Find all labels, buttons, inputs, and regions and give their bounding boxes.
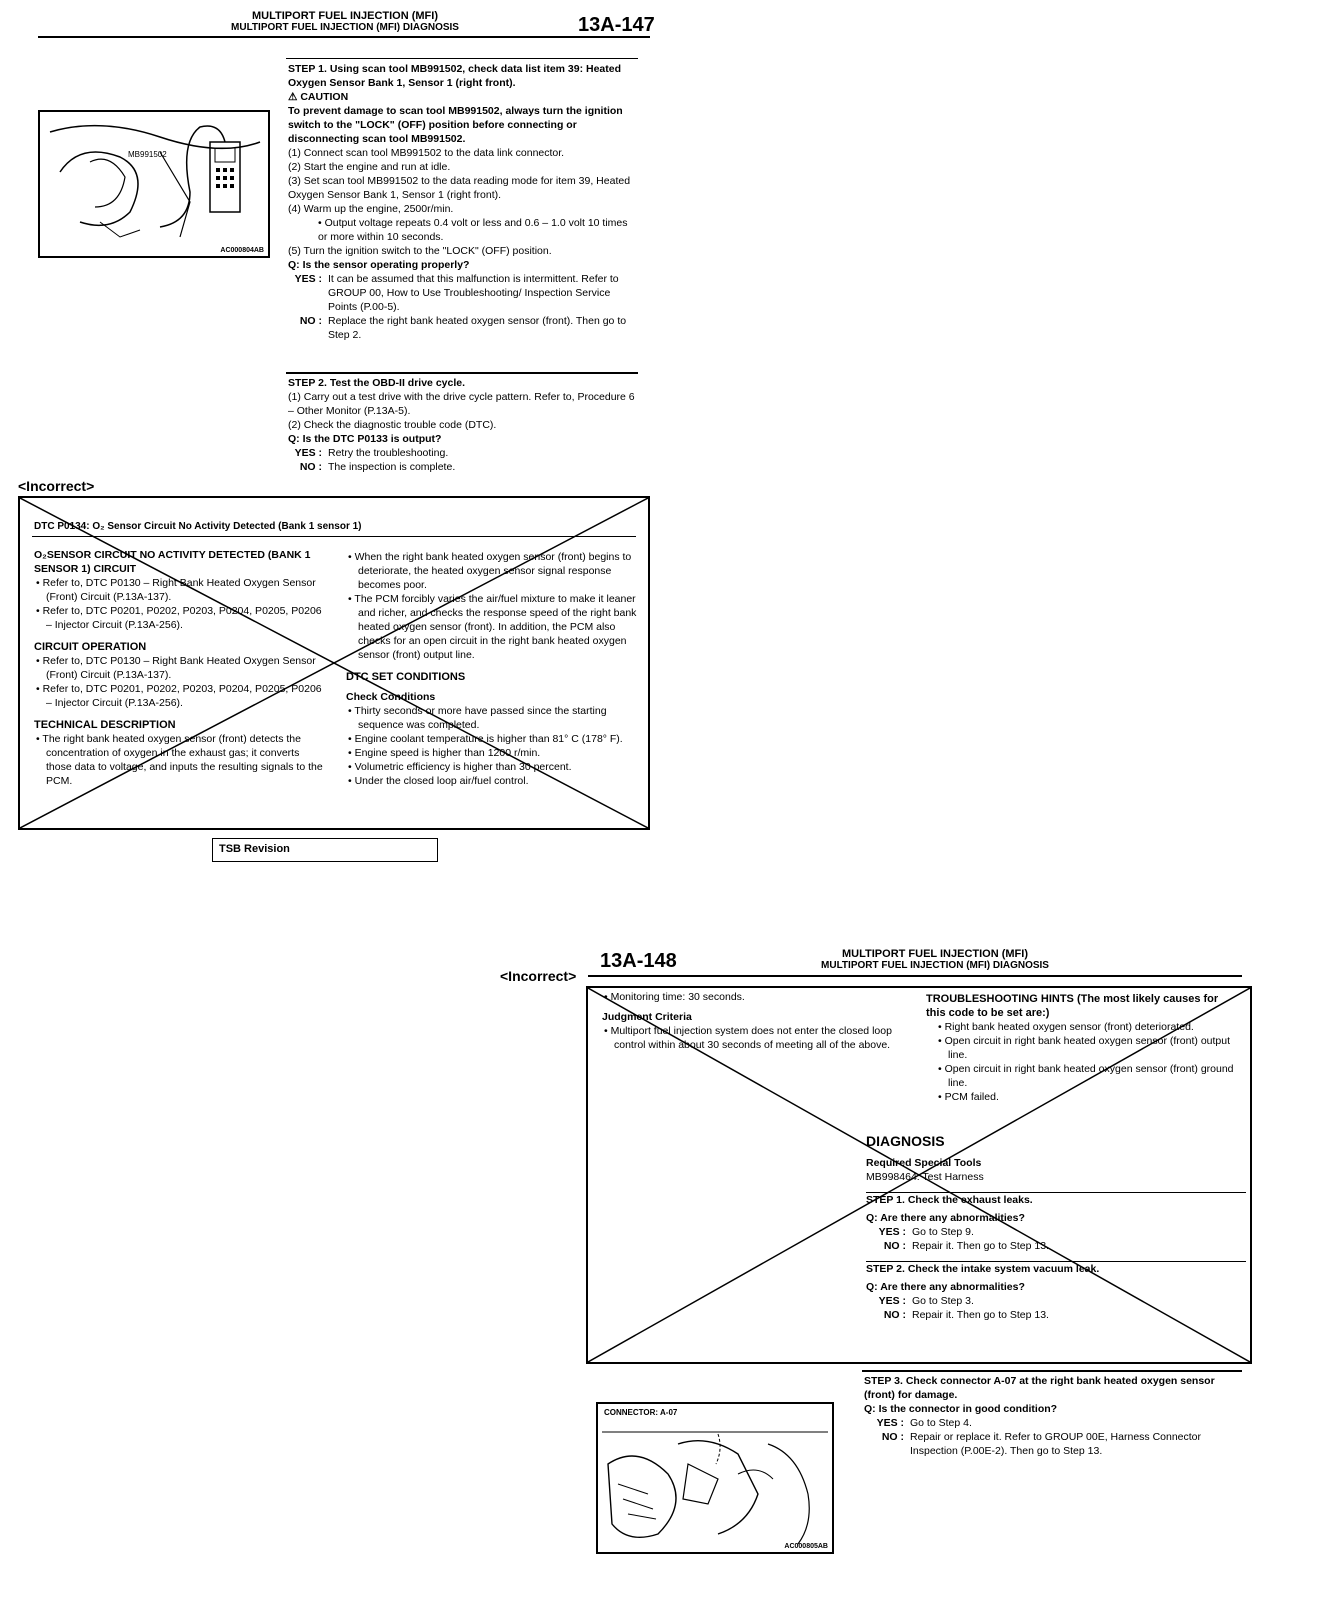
scan-tool-illustration — [40, 112, 268, 256]
step2-yes-row — [288, 446, 638, 460]
check-item: • Engine coolant temperature is higher than 81° C (178° F). — [348, 733, 623, 745]
step1-yes-row — [288, 272, 638, 314]
p2-step2-no-row: NO : Repair it. Then go to Step 13. — [866, 1308, 1246, 1322]
right-item: • The PCM forcibly varies the air/fuel mixture to make it leaner and richer, and checks the response speed of the right bank heated oxygen sensor (front). In addition, the PCM also checks for an open circuit in the right bank heated oxygen sensor (front) output line. — [348, 593, 637, 661]
tools-heading: Required Special Tools — [866, 1157, 982, 1169]
crossed-out-section-2 — [586, 986, 1252, 1364]
step1-subitem: • Output voltage repeats 0.4 volt or less and 0.6 – 1.0 volt 10 times or more within 10 seconds. — [318, 217, 628, 243]
step1-item: (3) Set scan tool MB991502 to the data reading mode for item 39, Heated Oxygen Sensor Bank 1, Sensor 1 (right front). — [288, 175, 631, 201]
tsb-revision-box — [212, 838, 438, 862]
page2-left-column — [602, 990, 902, 1052]
scan-tool-figure-code: AC000804AB — [220, 247, 264, 254]
step3-no-row: NO : Repair or replace it. Refer to GROUP 00E, Harness Connector Inspection (P.00E-2). Then go to Step 13. — [864, 1430, 1236, 1458]
p2-step1-question: Q: Are there any abnormalities? — [866, 1212, 1025, 1224]
right-item: • When the right bank heated oxygen sensor (front) begins to deteriorate, the heated oxygen sensor signal response becomes poor. — [348, 551, 632, 591]
yes-label: YES : — [876, 1417, 904, 1429]
step2-no: The inspection is complete. — [328, 461, 456, 473]
judgment-heading: Judgment Criteria — [602, 1011, 692, 1023]
page1-step-text — [288, 62, 638, 342]
step1-question: Q: Is the sensor operating properly? — [288, 259, 470, 271]
yes-label: YES : — [294, 447, 322, 459]
left-item: • Refer to, DTC P0201, P0202, P0203, P0204, P0205, P0206 – Injector Circuit (P.13A-256). — [36, 605, 322, 631]
dtc-title: DTC P0134: O₂ Sensor Circuit No Activity Detected (Bank 1 sensor 1) — [34, 521, 362, 532]
step3-question: Q: Is the connector in good condition? — [864, 1403, 1058, 1415]
page2-header-rule — [588, 975, 1242, 977]
left-heading-1: O₂SENSOR CIRCUIT NO ACTIVITY DETECTED (BANK 1 SENSOR 1) CIRCUIT — [34, 549, 311, 575]
step1-yes: It can be assumed that this malfunction is intermittent. Refer to GROUP 00, How to Use Troubleshooting/ Inspection Service Points (P.00-5). — [328, 273, 619, 313]
hint-item: • Open circuit in right bank heated oxygen sensor (front) output line. — [938, 1035, 1231, 1061]
right-heading-2: Check Conditions — [346, 691, 436, 703]
left-item: • Refer to, DTC P0201, P0202, P0203, P0204, P0205, P0206 – Injector Circuit (P.13A-256). — [36, 683, 322, 709]
page1-step2-text — [288, 376, 638, 474]
dtc-title-rule — [32, 536, 636, 537]
yes-label: YES : — [878, 1226, 906, 1238]
page2-header — [780, 948, 1090, 972]
scan-tool-figure-label: MB991502 — [128, 150, 167, 159]
page2-diagnosis — [866, 1134, 1246, 1322]
troubleshooting-hints-heading: TROUBLESHOOTING HINTS (The most likely causes for this code to be set are:) — [926, 993, 1219, 1019]
step1-no: Replace the right bank heated oxygen sensor (front). Then go to Step 2. — [328, 315, 627, 341]
step2-rule — [866, 1261, 1246, 1262]
left-item: • The right bank heated oxygen sensor (front) detects the concentration of oxygen in the exhaust gas; it converts those data to voltage, and inputs the resulting signals to the PCM. — [36, 733, 323, 787]
caution-text: To prevent damage to scan tool MB991502, always turn the ignition switch to the "LOCK" (OFF) position before connecting or disconnecting scan tool MB991502. — [288, 105, 623, 145]
left-column — [34, 548, 324, 788]
page1-header-subtitle: MULTIPORT FUEL INJECTION (MFI) DIAGNOSIS — [231, 22, 459, 33]
diagnosis-heading: DIAGNOSIS — [866, 1133, 945, 1149]
step1-title: STEP 1. Using scan tool MB991502, check data list item 39: Heated Oxygen Sensor Bank 1, Sensor 1 (right front). — [288, 63, 622, 89]
check-item: • Engine speed is higher than 1200 r/min. — [348, 747, 541, 759]
no-label: NO : — [883, 1309, 906, 1321]
step2-item: (2) Check the diagnostic trouble code (DTC). — [288, 419, 497, 431]
yes-label: YES : — [878, 1295, 906, 1307]
scan-tool-figure — [38, 110, 270, 258]
hint-item: • PCM failed. — [938, 1091, 999, 1103]
crossed-out-section-1 — [18, 496, 650, 830]
hint-item: • Open circuit in right bank heated oxygen sensor (front) ground line. — [938, 1063, 1234, 1089]
page1-header — [200, 10, 490, 34]
connector-figure-label: CONNECTOR: A-07 — [604, 1408, 678, 1417]
step1-rule — [286, 58, 638, 59]
caution-label: CAUTION — [300, 91, 349, 103]
page2-number: 13A-148 — [600, 950, 677, 972]
step1-rule — [866, 1192, 1246, 1193]
yes-label: YES : — [294, 273, 322, 285]
page1-header-rule — [38, 36, 650, 38]
caution-heading — [288, 90, 638, 104]
step2-item: (1) Carry out a test drive with the drive cycle pattern. Refer to, Procedure 6 – Other Monitor (P.13A-5). — [288, 391, 635, 417]
p2-step2-title: STEP 2. Check the intake system vacuum leak. — [866, 1263, 1100, 1275]
page1-number: 13A-147 — [578, 14, 655, 36]
left-heading-3: TECHNICAL DESCRIPTION — [34, 719, 176, 731]
tools-item: MB998464: Test Harness — [866, 1171, 984, 1183]
incorrect-label-1: <Incorrect> — [18, 478, 95, 494]
step3-title: STEP 3. Check connector A-07 at the right bank heated oxygen sensor (front) for damage. — [864, 1375, 1215, 1401]
left-item: • Refer to, DTC P0130 – Right Bank Heated Oxygen Sensor (Front) Circuit (P.13A-137). — [36, 655, 316, 681]
step3-rule — [862, 1370, 1242, 1372]
step2-rule — [286, 372, 638, 374]
judgment-item: • Multiport fuel injection system does not enter the closed loop control within about 30 seconds of meeting all of the above. — [604, 1025, 892, 1051]
step1-no-row — [288, 314, 638, 342]
step1-item: (1) Connect scan tool MB991502 to the data link connector. — [288, 147, 565, 159]
hint-item: • Right bank heated oxygen sensor (front) deteriorated. — [938, 1021, 1194, 1033]
page2-step3 — [864, 1374, 1236, 1458]
p2-step2-question: Q: Are there any abnormalities? — [866, 1281, 1025, 1293]
step2-question: Q: Is the DTC P0133 is output? — [288, 433, 442, 445]
page2-header-subtitle: MULTIPORT FUEL INJECTION (MFI) DIAGNOSIS — [821, 960, 1049, 971]
no-label: NO : — [881, 1431, 904, 1443]
left-item: • Refer to, DTC P0130 – Right Bank Heated Oxygen Sensor (Front) Circuit (P.13A-137). — [36, 577, 316, 603]
p2-step1-no-row: NO : Repair it. Then go to Step 13. — [866, 1239, 1246, 1253]
step2-yes: Retry the troubleshooting. — [328, 447, 449, 459]
page1-header-title: MULTIPORT FUEL INJECTION (MFI) — [252, 10, 438, 22]
monitoring-item: • Monitoring time: 30 seconds. — [604, 991, 745, 1003]
connector-figure-code: AC000805AB — [784, 1543, 828, 1550]
connector-illustration — [598, 1404, 832, 1552]
connector-figure — [596, 1402, 834, 1554]
no-label: NO : — [299, 315, 322, 327]
no-label: NO : — [299, 461, 322, 473]
step1-item: (2) Start the engine and run at idle. — [288, 161, 451, 173]
incorrect-label-2: <Incorrect> — [500, 968, 577, 984]
step3-yes-row: YES : Go to Step 4. — [864, 1416, 1236, 1430]
p2-step1-title: STEP 1. Check the exhaust leaks. — [866, 1194, 1033, 1206]
step1-item: (4) Warm up the engine, 2500r/min. — [288, 203, 454, 215]
page2-header-title: MULTIPORT FUEL INJECTION (MFI) — [842, 948, 1028, 960]
check-item: • Thirty seconds or more have passed since the starting sequence was completed. — [348, 705, 607, 731]
check-item: • Under the closed loop air/fuel control. — [348, 775, 529, 787]
step2-no-row — [288, 460, 638, 474]
right-column — [346, 550, 638, 788]
step1-item: (5) Turn the ignition switch to the "LOCK" (OFF) position. — [288, 245, 552, 257]
p2-step1-yes-row: YES : Go to Step 9. — [866, 1225, 1246, 1239]
tsb-revision-label: TSB Revision — [219, 843, 290, 855]
page2-right-column — [926, 992, 1238, 1104]
step2-title: STEP 2. Test the OBD-II drive cycle. — [288, 377, 466, 389]
check-item: • Volumetric efficiency is higher than 30 percent. — [348, 761, 572, 773]
no-label: NO : — [883, 1240, 906, 1252]
left-heading-2: CIRCUIT OPERATION — [34, 641, 147, 653]
right-heading-1: DTC SET CONDITIONS — [346, 671, 466, 683]
p2-step2-yes-row: YES : Go to Step 3. — [866, 1294, 1246, 1308]
caution-warning-icon: ⚠ — [288, 91, 301, 103]
